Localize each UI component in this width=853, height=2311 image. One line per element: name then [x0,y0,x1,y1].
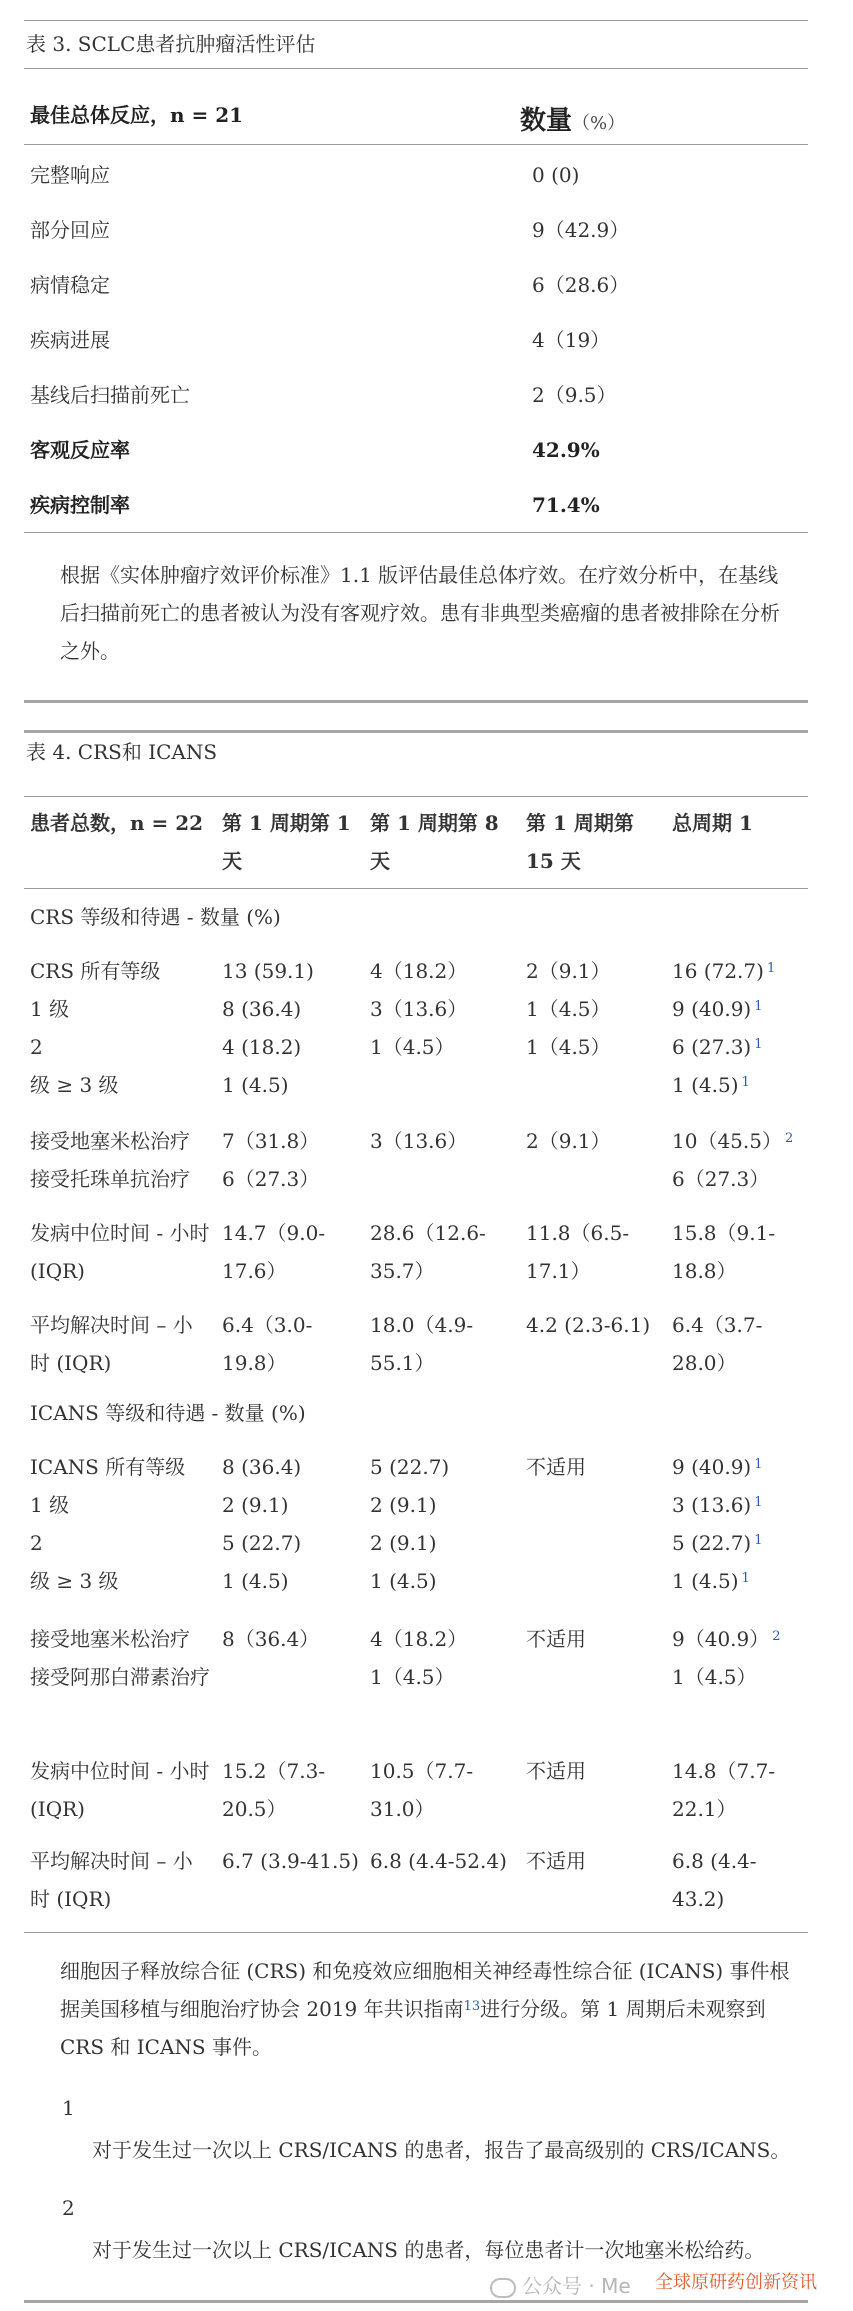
icans-treat-d1: 8（36.4） [222,1627,320,1651]
crs-treat-label: 接受托珠单抗治疗 [30,1167,190,1191]
footnote-ref[interactable]: 2 [784,1131,794,1146]
icans-grade-total-value: 1 (4.5) [672,1569,739,1593]
table3-end-rule [24,700,808,703]
table3-caption: 表 3. SCLC患者抗肿瘤活性评估 [26,32,316,56]
icans-treat-total: 1（4.5） [672,1665,757,1689]
note-text: 对于发生过一次以上 CRS/ICANS 的患者，报告了最高级别的 CRS/ICANS。 [92,2138,791,2162]
crs-grade-label: 级 ≥ 3 级 [30,1073,119,1097]
footnote-ref[interactable]: 1 [741,1075,750,1090]
crs-treat-total: 6（27.3） [672,1167,770,1191]
icans-resolve-total: 6.8 (4.4-43.2) [672,1849,757,1911]
crs-resolve-d1: 6.4（3.0-19.8） [222,1313,313,1375]
icans-grade-d1: 1 (4.5) [222,1569,289,1593]
icans-grade-d8: 1 (4.5) [370,1569,437,1593]
icans-grade-label: 级 ≥ 3 级 [30,1569,119,1593]
footnote-ref[interactable]: 1 [754,999,763,1014]
icans-onset-d15: 不适用 [526,1759,586,1783]
crs-treat-total-value: 10（45.5） [672,1129,782,1153]
icans-grade-d8: 2 (9.1) [370,1531,437,1555]
icans-onset-d1: 15.2（7.3-20.5） [222,1759,326,1821]
icans-grade-d8: 2 (9.1) [370,1493,437,1517]
icans-onset-total: 14.8（7.7-22.1） [672,1759,776,1821]
icans-resolve-d8: 6.8 (4.4-52.4) [370,1849,507,1873]
icans-grade-label: 1 级 [30,1493,70,1517]
crs-grade-d1: 13 (59.1) [222,959,314,983]
table3-footnote: 根据《实体肿瘤疗效评价标准》1.1 版评估最佳总体疗效。在疗效分析中，在基线后扫描前死亡的患者被认为没有客观疗效。患有非典型类癌瘤的患者被排除在分析之外。 [60,563,780,663]
table4-footnote [60,1952,790,2066]
icans-grade-d1: 5 (22.7) [222,1531,302,1555]
table3-row-label: 病情稳定 [30,273,110,297]
crs-grade-total-value: 9 (40.9) [672,997,752,1021]
icans-grade-total [672,1562,750,1600]
crs-resolve-label: 平均解决时间 – 小时 (IQR) [30,1313,193,1375]
crs-grade-d15: 1（4.5） [526,997,611,1021]
table3-header-rule [24,144,808,145]
table3-header-right-unit: （%） [572,113,626,134]
crs-onset-d8: 28.6（12.6-35.7） [370,1221,486,1283]
table3-row-value: 0 (0) [532,163,580,187]
crs-resolve-total: 6.4（3.7-28.0） [672,1313,763,1375]
table3-row-value: 6（28.6） [532,273,630,297]
icans-onset-label: 发病中位时间 - 小时 (IQR) [30,1759,210,1821]
crs-grade-total [672,1028,763,1066]
icans-grade-total-value: 3 (13.6) [672,1493,752,1517]
footnote-ref[interactable]: 1 [754,1037,763,1052]
footnote-ref[interactable]: 1 [754,1495,763,1510]
crs-grade-total [672,990,763,1028]
icans-treat-label: 接受地塞米松治疗 [30,1627,190,1651]
icans-treat-d8: 4（18.2） [370,1627,468,1651]
icans-treat-total [672,1620,781,1658]
table3-caption-rule [24,68,808,69]
note-number: 2 [62,2196,75,2220]
table4-bottom-rule [24,1932,808,1933]
footnote-ref[interactable]: 1 [741,1571,750,1586]
footnote-ref[interactable]: 1 [754,1457,763,1472]
icans-treat-d8: 1（4.5） [370,1665,455,1689]
reference-link[interactable]: 13 [463,1999,481,2014]
crs-resolve-d8: 18.0（4.9-55.1） [370,1313,474,1375]
crs-onset-label: 发病中位时间 - 小时 (IQR) [30,1221,210,1283]
icans-resolve-label: 平均解决时间 – 小时 (IQR) [30,1849,193,1911]
table3-row-label: 疾病控制率 [30,493,130,517]
icans-treat-total-value: 9（40.9） [672,1627,770,1651]
icans-grade-total [672,1448,763,1486]
crs-grade-d8: 4（18.2） [370,959,468,983]
table3-row-value: 2（9.5） [532,383,617,407]
crs-treat-label: 接受地塞米松治疗 [30,1129,190,1153]
crs-grade-label: CRS 所有等级 [30,959,161,983]
crs-treat-d15: 2（9.1） [526,1129,611,1153]
crs-onset-d1: 14.7（9.0-17.6） [222,1221,326,1283]
table3-row-label: 完整响应 [30,163,110,187]
table3-row-value: 9（42.9） [532,218,630,242]
crs-grade-total-value: 16 (72.7) [672,959,764,983]
table4-header-col5: 总周期 1 [672,811,753,835]
icans-grade-d1: 2 (9.1) [222,1493,289,1517]
watermark-tail: 全球原研药创新资讯 [655,2272,817,2293]
crs-grade-d15: 1（4.5） [526,1035,611,1059]
table4-caption: 表 4. CRS和 ICANS [26,740,218,764]
crs-treat-d1: 7（31.8） [222,1129,320,1153]
note-number: 1 [62,2096,75,2120]
table4-header-col4: 第 1 周期第 15 天 [526,811,634,873]
crs-treat-d8: 3（13.6） [370,1129,468,1153]
table3-bottom-rule [24,532,808,533]
table4-section-icans: ICANS 等级和待遇 - 数量 (%) [30,1401,306,1425]
crs-grade-d8: 1（4.5） [370,1035,455,1059]
table4-header-rule [24,888,808,889]
icans-resolve-d15: 不适用 [526,1849,586,1873]
icans-grade-d1: 8 (36.4) [222,1455,302,1479]
crs-grade-label: 1 级 [30,997,70,1021]
crs-treat-total [672,1122,793,1160]
icans-treat-d15: 不适用 [526,1627,586,1651]
icans-grade-total [672,1486,763,1524]
table3-top-rule [24,20,808,21]
crs-grade-d1: 1 (4.5) [222,1073,289,1097]
table4-header-col2: 第 1 周期第 1 天 [222,811,351,873]
table3-row-label: 疾病进展 [30,328,110,352]
crs-grade-d15: 2（9.1） [526,959,611,983]
crs-grade-label: 2 [30,1035,43,1059]
crs-treat-d1: 6（27.3） [222,1167,320,1191]
icans-grade-total [672,1524,763,1562]
crs-onset-d15: 11.8（6.5-17.1） [526,1221,630,1283]
watermark-text: 公众号 · Me [522,2274,631,2298]
crs-grade-total-value: 1 (4.5) [672,1073,739,1097]
icans-grade-label: ICANS 所有等级 [30,1455,186,1479]
icans-grade-label: 2 [30,1531,43,1555]
table3-header-right-label: 数量 [520,106,573,136]
table3-header-right [520,100,625,137]
footnote-ref[interactable]: 1 [754,1533,763,1548]
icans-grade-d15: 不适用 [526,1455,586,1479]
crs-grade-d1: 4 (18.2) [222,1035,302,1059]
icans-onset-d8: 10.5（7.7-31.0） [370,1759,474,1821]
icans-treat-label: 接受阿那白滞素治疗 [30,1665,210,1689]
crs-resolve-d15: 4.2 (2.3-6.1) [526,1313,651,1337]
table4-header-col1: 患者总数，n = 22 [30,811,204,835]
crs-grade-d8: 3（13.6） [370,997,468,1021]
note-text: 对于发生过一次以上 CRS/ICANS 的患者，每位患者计一次地塞米松给药。 [92,2238,765,2262]
crs-grade-total-value: 6 (27.3) [672,1035,752,1059]
table4-section-crs: CRS 等级和待遇 - 数量 (%) [30,905,281,929]
watermark [490,2270,631,2299]
icans-grade-d8: 5 (22.7) [370,1455,450,1479]
table3-row-value: 71.4% [532,493,600,517]
table3-row-label: 客观反应率 [30,438,130,462]
icans-grade-total-value: 9 (40.9) [672,1455,752,1479]
table3-row-label: 部分回应 [30,218,110,242]
table4-top-rule [24,730,808,733]
table3-row-label: 基线后扫描前死亡 [30,383,190,407]
crs-grade-total [672,1066,750,1104]
table4-footnote-a: 细胞因子释放综合征 (CRS) 和免疫效应细胞相关神经毒性综合征 (ICANS) 事件根据美国移植与细胞治疗协会 2019 年共识指南 [60,1959,790,2021]
table3-header-left: 最佳总体反应，n = 21 [30,103,244,127]
footnote-ref[interactable]: 1 [766,961,776,976]
table4-footnote-b: 进行分级。第 1 周期后未观察到 CRS 和 ICANS 事件。 [60,1997,766,2059]
wechat-icon [490,2278,516,2298]
table4-end-rule [24,2300,808,2303]
crs-grade-total [672,952,775,990]
crs-onset-total: 15.8（9.1-18.8） [672,1221,776,1283]
table4-header-col3: 第 1 周期第 8 天 [370,811,499,873]
table3-row-value: 42.9% [532,438,600,462]
table3-row-value: 4（19） [532,328,611,352]
icans-grade-total-value: 5 (22.7) [672,1531,752,1555]
table4-caption-rule [24,796,808,797]
footnote-ref[interactable]: 2 [772,1629,781,1644]
icans-resolve-d1: 6.7 (3.9-41.5) [222,1849,359,1873]
crs-grade-d1: 8 (36.4) [222,997,302,1021]
